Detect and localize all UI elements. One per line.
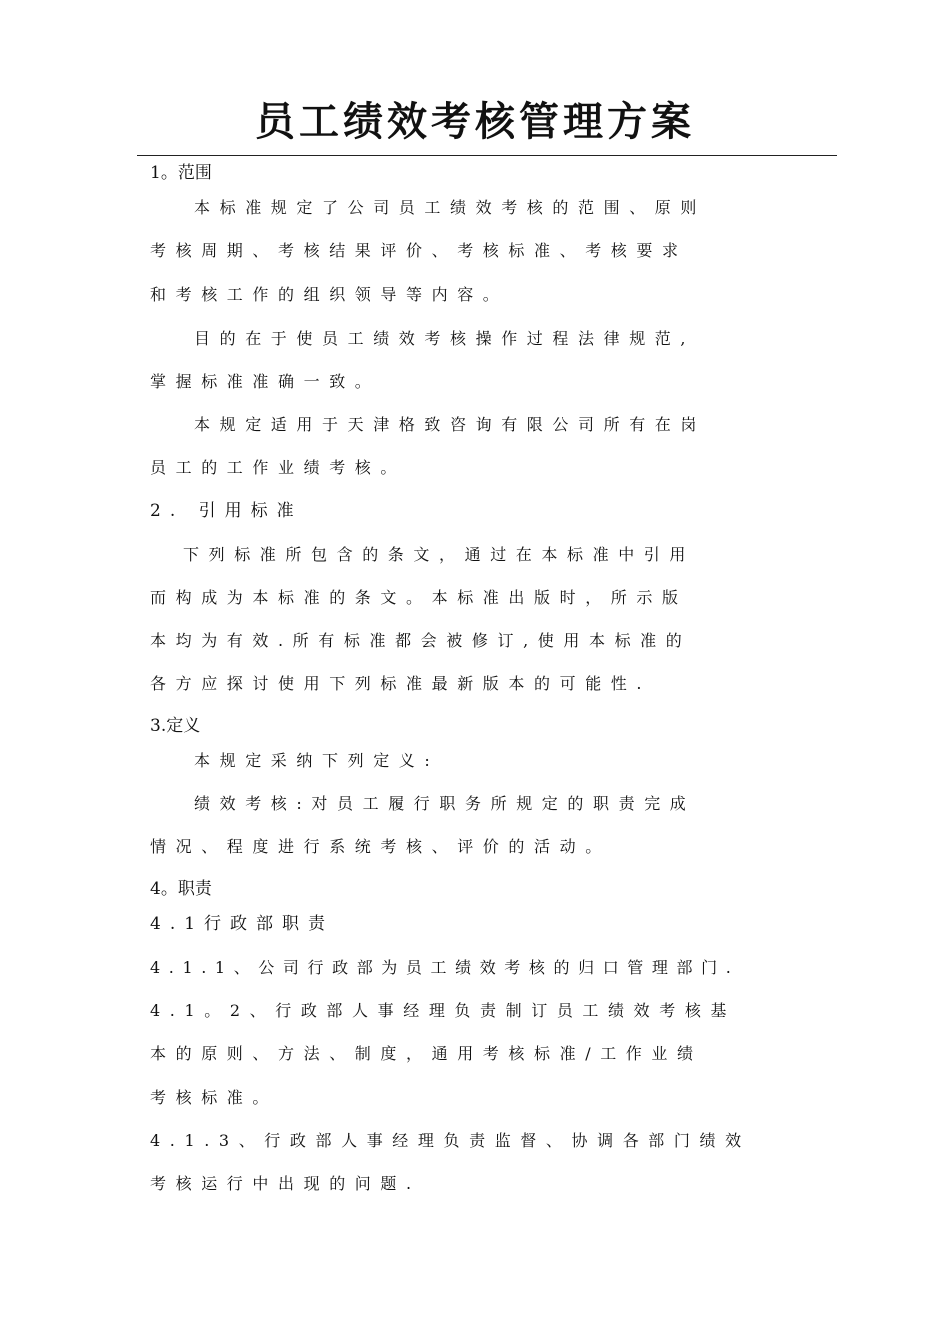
section-heading-definitions: 3.定义 <box>150 716 201 736</box>
paragraph-line: 4.1.1、公司行政部为员工绩效考核的归口管理部门. <box>150 958 740 977</box>
paragraph-line: 4.1。2、行政部人事经理负责制订员工绩效考核基 <box>150 1001 737 1020</box>
paragraph-line: 而构成为本标准的条文。本标准出版时，所示版 <box>150 588 688 607</box>
paragraph-line: 目的在于使员工绩效考核操作过程法律规范, <box>194 329 696 348</box>
paragraph-line: 员工的工作业绩考核。 <box>150 458 407 477</box>
paragraph-line: 各方应探讨使用下列标准最新版本的可能性. <box>150 674 652 693</box>
paragraph-line: 本标准规定了公司员工绩效考核的范围、原则 <box>194 198 707 217</box>
paragraph-line: 4.1.3、行政部人事经理负责监督、协调各部门绩效 <box>150 1131 751 1150</box>
paragraph-line: 和考核工作的组织领导等内容。 <box>150 285 509 304</box>
paragraph-line: 考核运行中出现的问题. <box>150 1174 421 1193</box>
section-heading-responsibilities: 4。职责 <box>150 879 212 899</box>
section-heading-scope: 1。范围 <box>150 163 212 183</box>
paragraph-line: 考核周期、考核结果评价、考核标准、考核要求 <box>150 241 688 260</box>
title-underline <box>137 155 837 156</box>
document-title: 员工绩效考核管理方案 <box>255 98 695 145</box>
paragraph-line: 本的原则、方法、制度，通用考核标准/工作业绩 <box>150 1044 703 1063</box>
subsection-heading-admin: 4.1行政部职责 <box>150 914 335 934</box>
paragraph-line: 考核标准。 <box>150 1088 279 1107</box>
paragraph-line: 绩效考核:对员工履行职务所规定的职责完成 <box>194 794 696 813</box>
paragraph-line: 掌握标准准确一致。 <box>150 372 381 391</box>
paragraph-line: 情况、程度进行系统考核、评价的活动。 <box>150 837 611 856</box>
paragraph-line: 下列标准所包含的条文，通过在本标准中引用 <box>183 545 696 564</box>
section-heading-references: 2. 引用标准 <box>150 501 303 521</box>
paragraph-line: 本规定适用于天津格致咨询有限公司所有在岗 <box>194 415 707 434</box>
paragraph-line: 本规定采纳下列定义: <box>194 751 440 770</box>
paragraph-line: 本均为有效.所有标准都会被修订,使用本标准的 <box>150 631 692 650</box>
